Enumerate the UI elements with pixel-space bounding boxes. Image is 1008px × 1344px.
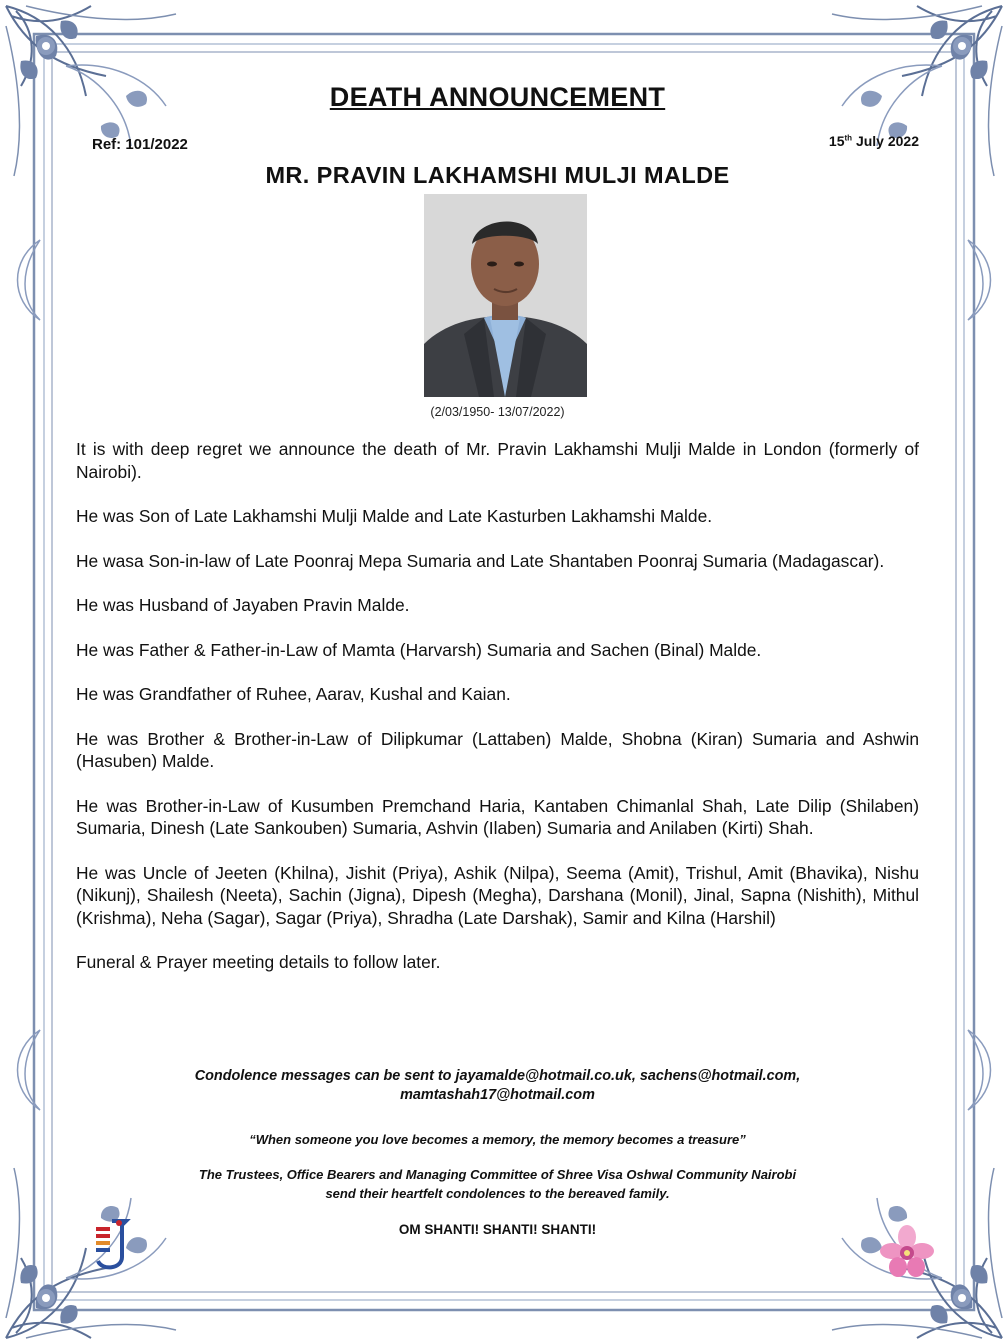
trustees-message (76, 1165, 919, 1203)
announcement-body (76, 438, 919, 996)
paragraph-husband: He was Husband of Jayaben Pravin Malde. (76, 595, 410, 615)
lifespan-dates: (2/03/1950- 13/07/2022) (430, 405, 565, 419)
paragraph-announcement: It is with deep regret we announce the death of Mr. Pravin Lakhamshi Mulji Malde in London (formerly of Nairobi). (76, 439, 919, 482)
trustees-line-1: The Trustees, Office Bearers and Managing Committee of Shree Visa Oshwal Community Nairobi (198, 1167, 797, 1182)
condolence-line-2: mamtashah17@hotmail.com (400, 1087, 595, 1103)
page-title: DEATH ANNOUNCEMENT (329, 82, 666, 112)
paragraph-uncle: He was Uncle of Jeeten (Khilna), Jishit (Priya), Ashik (Nilpa), Seema (Amit), Trishul, Amit (Bhavika), Nishu (Nikunj), Shailesh (Neeta), Sachin (Jigna), Dipesh (Megha), Darshana (Monil), Jinal, Sapna (Nishith), Mithul (Krishma), Neha (Sagar), Sagar (Priya), Shradha (Late Darshak), Samir and Kilna (Harshil) (76, 862, 919, 928)
condolence-line-1: Condolence messages can be sent to jayamalde@hotmail.co.uk, sachens@hotmail.com, (194, 1068, 801, 1084)
paragraph-funeral: Funeral & Prayer meeting details to follow later. (76, 952, 441, 972)
date-day: 15 (828, 133, 845, 149)
paragraph-son-in-law: He wasa Son-in-law of Late Poonraj Mepa Sumaria and Late Shantaben Poonraj Sumaria (Madagascar). (76, 550, 885, 571)
condolence-info (76, 1067, 919, 1105)
date-month-year: July 2022 (852, 133, 919, 149)
paragraph-brother-in-law: He was Brother-in-Law of Kusumben Premchand Haria, Kantaben Chimanlal Shah, Late Dilip (Shilaben) Sumaria, Dinesh (Late Sankouben) Sumaria, Ashvin (Ilaben) Sumaria and Anilaben (Kirti) Shah. (76, 795, 919, 838)
trustees-line-2: send their heartfelt condolences to the bereaved family. (325, 1186, 670, 1201)
paragraph-son-of: He was Son of Late Lakhamshi Mulji Malde and Late Kasturben Lakhamshi Malde. (76, 506, 713, 526)
om-shanti: OM SHANTI! SHANTI! SHANTI! (398, 1222, 597, 1237)
portrait-photo (424, 194, 587, 397)
paragraph-father: He was Father & Father-in-Law of Mamta (Harvarsh) Sumaria and Sachen (Binal) Malde. (76, 639, 762, 660)
memorial-quote: “When someone you love becomes a memory, the memory becomes a treasure” (249, 1132, 746, 1147)
paragraph-grandfather: He was Grandfather of Ruhee, Aarav, Kushal and Kaian. (76, 684, 511, 704)
deceased-name: MR. PRAVIN LAKHAMSHI MULJI MALDE (265, 162, 730, 188)
announcement-date (829, 133, 919, 149)
date-suffix: th (844, 133, 853, 143)
reference-number: Ref: 101/2022 (92, 136, 188, 153)
paragraph-brother: He was Brother & Brother-in-Law of Dilipkumar (Lattaben) Malde, Shobna (Kiran) Sumaria and Ashwin (Hasuben) Malde. (76, 728, 919, 771)
